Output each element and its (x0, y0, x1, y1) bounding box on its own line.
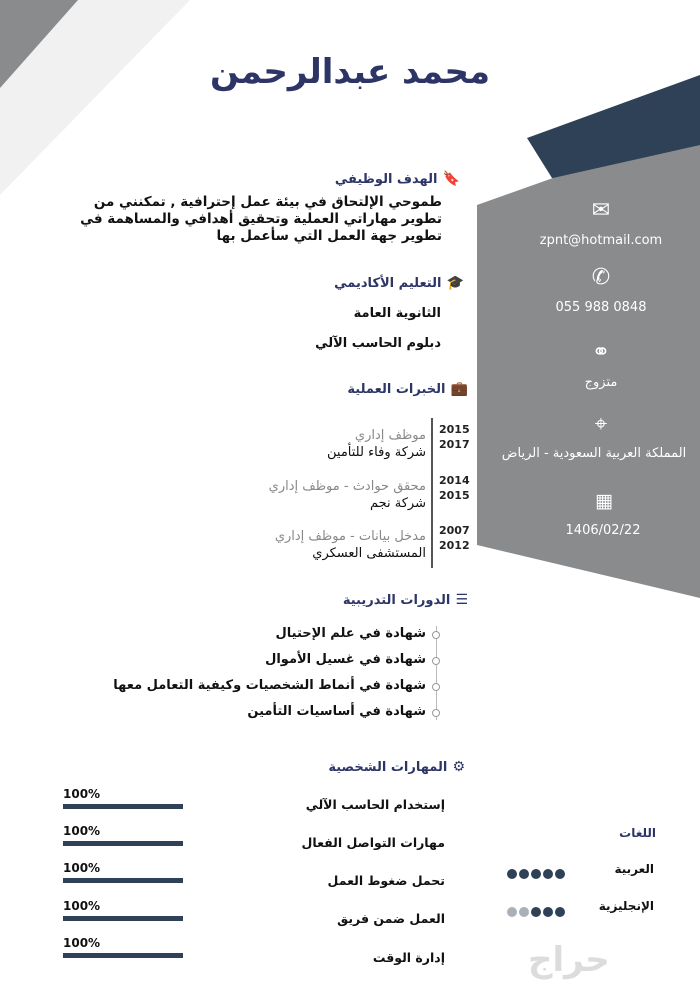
exp-company: المستشفى العسكري (312, 546, 426, 561)
experience-title: الخبرات العملية (347, 382, 446, 397)
course-bullet (432, 631, 440, 639)
skill-bar (63, 916, 183, 921)
courses-line (436, 626, 437, 720)
skill-bar (63, 804, 183, 809)
courses-heading (343, 589, 468, 608)
skill-percent: 100% (63, 787, 101, 801)
objective-heading (335, 168, 460, 187)
skill-name: العمل ضمن فريق (337, 911, 445, 926)
rating-dot (555, 869, 565, 879)
watermark: حراج (528, 940, 610, 980)
course-bullet (432, 657, 440, 665)
envelope-icon: ✉ (591, 198, 611, 223)
exp-year-from: 2015 (439, 423, 470, 436)
candidate-name: محمد عبدالرحمن (209, 52, 491, 92)
skill-percent: 100% (63, 861, 101, 875)
skill-bar (63, 878, 183, 883)
bookmark-icon: 🔖 (442, 171, 460, 187)
phone-icon: ✆ (591, 265, 611, 290)
languages-title: اللغات (619, 826, 656, 840)
skill-name: تحمل ضغوط العمل (327, 873, 445, 888)
rating-dot (519, 907, 529, 917)
objective-text: طموحي الإلتحاق في بيئة عمل إحترافية , تمكنني من تطوير مهاراتي العملية وتحقيق أهدافي والمساهمة في تطوير جهة العمل التي سأعمل بها (80, 194, 442, 244)
location-pin-icon: ⌖ (594, 412, 608, 437)
education-item: دبلوم الحاسب الآلي (315, 336, 441, 351)
objective-title: الهدف الوظيفي (334, 172, 438, 187)
rating-dot (555, 907, 565, 917)
education-item: الثانوية العامة (353, 306, 441, 321)
marital-status: متزوج (584, 375, 618, 390)
language-rating (505, 902, 565, 921)
exp-company: شركة وفاء للتأمين (327, 445, 426, 460)
timeline-line (431, 418, 433, 568)
rating-dot (507, 907, 517, 917)
experience-heading (347, 378, 468, 397)
skill-name: إدارة الوقت (372, 950, 445, 965)
language-rating (505, 864, 565, 883)
courses-title: الدورات التدريبية (342, 593, 451, 608)
course-item: شهادة في أنماط الشخصيات وكيفية التعامل معها (113, 678, 426, 693)
calendar-icon: ▦ (595, 490, 613, 512)
exp-year-to: 2012 (439, 539, 470, 552)
rating-dot (519, 869, 529, 879)
briefcase-icon: 💼 (450, 381, 468, 397)
exp-year-from: 2014 (439, 474, 470, 487)
education-title: التعليم الأكاديمي (334, 276, 442, 291)
skill-percent: 100% (63, 899, 101, 913)
skill-bar (63, 953, 183, 958)
graduation-cap-icon: 🎓 (446, 275, 464, 291)
gear-icon: ⚙ (452, 759, 465, 775)
email: zpnt@hotmail.com (539, 233, 663, 248)
rating-dot (531, 869, 541, 879)
rating-dot (507, 869, 517, 879)
language-name: الإنجليزية (598, 899, 654, 913)
skills-title: المهارات الشخصية (328, 760, 448, 775)
skills-heading (328, 756, 465, 775)
skill-name: مهارات التواصل الفعال (301, 835, 445, 850)
skill-percent: 100% (63, 824, 101, 838)
exp-title: محقق حوادث - موظف إداري (268, 479, 426, 494)
rating-dot (543, 907, 553, 917)
phone: 055 988 0848 (555, 300, 647, 315)
exp-company: شركة نجم (369, 496, 426, 511)
rings-icon: ⚭ (591, 340, 611, 365)
rating-dot (531, 907, 541, 917)
exp-year-from: 2007 (439, 524, 470, 537)
course-item: شهادة في علم الإحتيال (275, 626, 426, 641)
exp-year-to: 2017 (439, 438, 470, 451)
course-item: شهادة في غسيل الأموال (265, 652, 426, 667)
education-heading (334, 272, 464, 291)
course-bullet (432, 709, 440, 717)
birthdate: 1406/02/22 (565, 523, 641, 538)
exp-title: مدخل بيانات - موظف إداري (274, 529, 426, 544)
list-icon: ☰ (455, 592, 468, 608)
rating-dot (543, 869, 553, 879)
course-bullet (432, 683, 440, 691)
exp-year-to: 2015 (439, 489, 470, 502)
location: المملكة العربية السعودية - الرياض (501, 446, 687, 461)
exp-title: موظف إداري (354, 428, 426, 443)
skill-percent: 100% (63, 936, 101, 950)
skill-bar (63, 841, 183, 846)
language-name: العربية (614, 862, 654, 876)
course-item: شهادة في أساسيات التأمين (247, 704, 426, 719)
skill-name: إستخدام الحاسب الآلي (305, 797, 445, 812)
